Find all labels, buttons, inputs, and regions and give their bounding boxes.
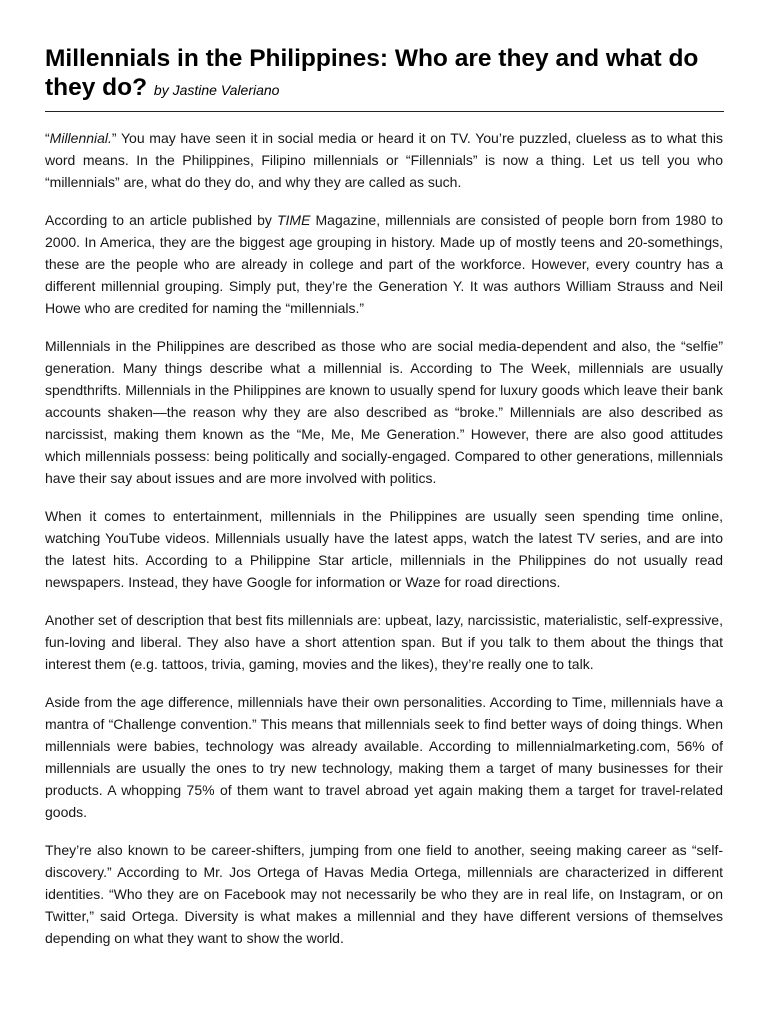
paragraph-text: Another set of description that best fits millennials are: upbeat, lazy, narcissistic, materialistic, self-expressive, fun-loving and liberal. They also have a short attention span. But if you talk to them about the things that interest them (e.g. tattoos, trivia, gaming, movies and the likes), they’re really one to talk. (45, 612, 723, 672)
emphasis-text: Millennial. (49, 130, 112, 146)
paragraph-text: Aside from the age difference, millennials have their own personalities. According to Time, millennials have a mantra of “Challenge convention.” This means that millennials seek to find better ways of doing things. When millennials were babies, technology was already available. According to millennialmarketing.com, 56% of millennials are usually the ones to try new technology, making them a target of many businesses for their products. A whopping 75% of them want to travel abroad yet again making them a target for travel-related goods. (45, 694, 723, 820)
article-header (45, 44, 723, 105)
article-body (45, 127, 723, 949)
paragraph-2 (45, 209, 723, 319)
article-byline: by Jastine Valeriano (153, 82, 280, 98)
paragraph-text: Magazine, millennials are consisted of people born from 1980 to 2000. In America, they are the biggest age grouping in history. Made up of mostly teens and 20-somethings, these are the people who are already in college and part of the workforce. However, every country has a different millennial grouping. Simply put, they’re the Generation Y. It was authors William Strauss and Neil Howe who are credited for naming the “millennials.” (45, 212, 723, 316)
paragraph-text: “ (45, 130, 50, 146)
paragraph-1 (45, 127, 723, 193)
paragraph-text: When it comes to entertainment, millennials in the Philippines are usually seen spending time online, watching YouTube videos. Millennials usually have the latest apps, watch the latest TV series, and are into the latest hits. According to a Philippine Star article, millennials in the Philippines do not usually read newspapers. Instead, they have Google for information or Waze for road directions. (45, 508, 723, 590)
article-title: Millennials in the Philippines: Who are they and what do they do? (45, 45, 699, 101)
paragraph-4 (45, 505, 723, 593)
title-divider (45, 111, 724, 112)
document-page (45, 44, 723, 965)
paragraph-7 (45, 839, 723, 949)
paragraph-text: They’re also known to be career-shifters, jumping from one field to another, seeing making career as “self-discovery.” According to Mr. Jos Ortega of Havas Media Ortega, millennials are characterized in different identities. “Who they are on Facebook may not necessarily be who they are in real life, on Instagram, or on Twitter,” said Ortega. Diversity is what makes a millennial and they have different versions of themselves depending on what they want to show the world. (45, 842, 723, 946)
paragraph-5 (45, 609, 723, 675)
paragraph-text: ” You may have seen it in social media or heard it on TV. You’re puzzled, clueless as to what this word means. In the Philippines, Filipino millennials or “Fillennials” is now a thing. Let us tell you who “millennials” are, what do they do, and why they are called as such. (45, 130, 723, 190)
emphasis-text: TIME (276, 212, 311, 228)
paragraph-text: Millennials in the Philippines are described as those who are social media-dependent and also, the “selfie” generation. Many things describe what a millennial is. According to The Week, millennials are usually spendthrifts. Millennials in the Philippines are known to usually spend for luxury goods which leave their bank accounts shaken—the reason why they are also described as “broke.” Millennials are also described as narcissist, making them known as the “Me, Me, Me Generation.” However, there are also good attitudes which millennials possess: being politically and socially-engaged. Compared to other generations, millennials have their say about issues and are more involved with politics. (45, 338, 723, 486)
paragraph-3 (45, 335, 723, 489)
paragraph-text: According to an article published by (45, 212, 277, 228)
paragraph-6 (45, 691, 723, 823)
